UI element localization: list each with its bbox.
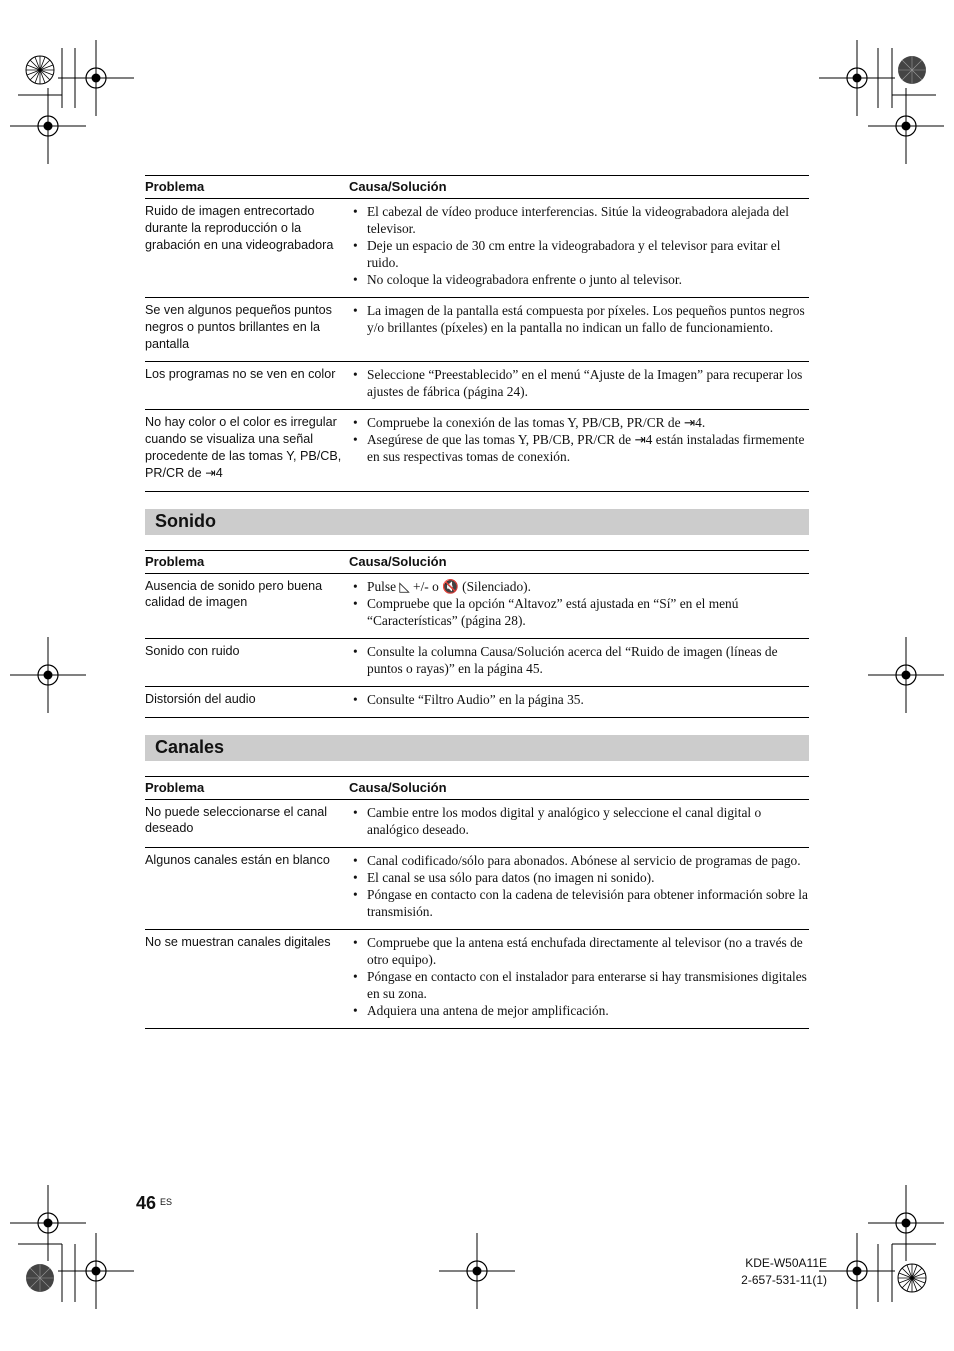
solution-item: • El cabezal de vídeo produce interferencias. Sitúe la videograbadora alejada del televisor. <box>349 203 809 237</box>
section-heading-canales <box>145 735 809 761</box>
sound-trouble-table <box>145 550 809 718</box>
table-row <box>145 847 809 929</box>
solution-cell <box>349 686 809 717</box>
table-row <box>145 410 809 491</box>
section-title: Sonido <box>155 511 216 532</box>
solution-cell <box>349 847 809 929</box>
solution-item: • Consulte la columna Causa/Solución acerca del “Ruido de imagen (líneas de puntos o rayas)” en la página 45. <box>349 643 809 677</box>
solution-item: • Compruebe que la antena está enchufada directamente al televisor (no a través de otro equipo). <box>349 934 809 968</box>
section-heading-sonido <box>145 509 809 535</box>
model-info <box>741 1255 827 1289</box>
video-trouble-table <box>145 175 809 492</box>
page-content <box>145 175 809 1029</box>
problem-cell: No hay color o el color es irregular cuando se visualiza una señal procedente de las tomas Y, PB/CB, PR/CR de ⇥4 <box>145 410 349 491</box>
table-row <box>145 573 809 638</box>
solution-cell <box>349 410 809 491</box>
solution-cell <box>349 362 809 410</box>
table-row <box>145 199 809 298</box>
section-title: Canales <box>155 737 225 758</box>
solution-item: • Póngase en contacto con la cadena de televisión para obtener información sobre la transmisión. <box>349 886 809 920</box>
cause-header: Causa/Solución <box>349 776 809 799</box>
solution-cell <box>349 573 809 638</box>
table-row <box>145 638 809 686</box>
solution-item: • Canal codificado/sólo para abonados. Abónese al servicio de programas de pago. <box>349 852 809 869</box>
page-number: 46 <box>136 1193 157 1213</box>
problem-cell: Distorsión del audio <box>145 686 349 717</box>
problem-header: Problema <box>145 550 349 573</box>
solution-cell <box>349 638 809 686</box>
solution-item: • Adquiera una antena de mejor amplificación. <box>349 1002 809 1019</box>
solution-item: • Cambie entre los modos digital y analógico y seleccione el canal digital o analógico deseado. <box>349 804 809 838</box>
table-row <box>145 799 809 847</box>
problem-cell: Ausencia de sonido pero buena calidad de imagen <box>145 573 349 638</box>
problem-cell: No se muestran canales digitales <box>145 929 349 1028</box>
part-number: 2-657-531-11(1) <box>741 1273 827 1287</box>
problem-header: Problema <box>145 176 349 199</box>
problem-cell: Se ven algunos pequeños puntos negros o puntos brillantes en la pantalla <box>145 298 349 362</box>
model-name: KDE-W50A11E <box>745 1256 827 1270</box>
problem-cell: Algunos canales están en blanco <box>145 847 349 929</box>
solution-item: • Consulte “Filtro Audio” en la página 35. <box>349 691 809 708</box>
table-header-row <box>145 776 809 799</box>
page-language: ES <box>160 1197 173 1207</box>
solution-item: • Compruebe que la opción “Altavoz” está ajustada en “Sí” en el menú “Características” (página 28). <box>349 595 809 629</box>
solution-cell <box>349 199 809 298</box>
table-row <box>145 362 809 410</box>
solution-item: • El canal se usa sólo para datos (no imagen ni sonido). <box>349 869 809 886</box>
solution-item: • Compruebe la conexión de las tomas Y, PB/CB, PR/CR de ⇥4. <box>349 414 809 431</box>
cause-header: Causa/Solución <box>349 550 809 573</box>
table-header-row <box>145 176 809 199</box>
solution-item: • Asegúrese de que las tomas Y, PB/CB, PR/CR de ⇥4 están instaladas firmemente en sus respectivas tomas de conexión. <box>349 431 809 465</box>
table-row <box>145 686 809 717</box>
solution-cell <box>349 799 809 847</box>
problem-cell: Los programas no se ven en color <box>145 362 349 410</box>
channel-trouble-table <box>145 776 809 1029</box>
problem-cell: No puede seleccionarse el canal deseado <box>145 799 349 847</box>
solution-item: • La imagen de la pantalla está compuesta por píxeles. Los pequeños puntos negros y/o brillantes (píxeles) en la pantalla no indican un fallo de funcionamiento. <box>349 302 809 336</box>
problem-cell: Ruido de imagen entrecortado durante la reproducción o la grabación en una videograbadora <box>145 199 349 298</box>
table-row <box>145 929 809 1028</box>
table-row <box>145 298 809 362</box>
problem-header: Problema <box>145 776 349 799</box>
cause-header: Causa/Solución <box>349 176 809 199</box>
problem-cell: Sonido con ruido <box>145 638 349 686</box>
table-header-row <box>145 550 809 573</box>
solution-item: • Póngase en contacto con el instalador para enterarse si hay transmisiones digitales en su zona. <box>349 968 809 1002</box>
solution-item: • Pulse ◺ +/- o 🔇 (Silenciado). <box>349 578 809 595</box>
solution-item: • Deje un espacio de 30 cm entre la videograbadora y el televisor para evitar el ruido. <box>349 237 809 271</box>
solution-cell <box>349 929 809 1028</box>
solution-cell <box>349 298 809 362</box>
solution-item: • Seleccione “Preestablecido” en el menú “Ajuste de la Imagen” para recuperar los ajustes de fábrica (página 24). <box>349 366 809 400</box>
solution-item: • No coloque la videograbadora enfrente o junto al televisor. <box>349 271 809 288</box>
